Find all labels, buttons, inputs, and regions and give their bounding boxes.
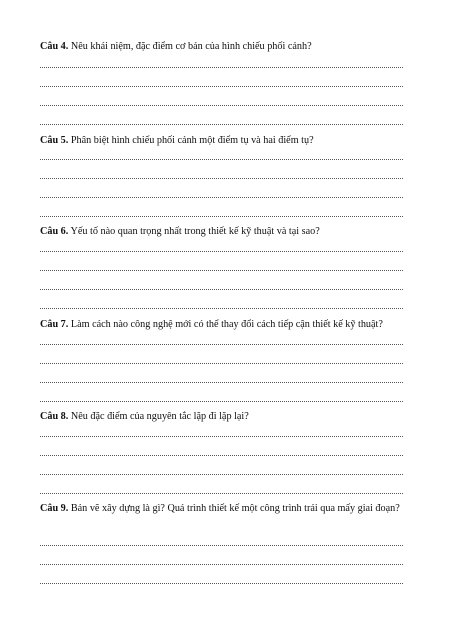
question-text: Phân biệt hình chiếu phối cảnh một điểm tụ và hai điểm tụ? [70,135,314,146]
answer-line[interactable] [40,493,403,494]
question-text: Làm cách nào công nghệ mới có thể thay đổi cách tiếp cận thiết kế kỹ thuật? [70,319,383,330]
answer-line[interactable] [40,455,403,456]
question-text: Bản vẽ xây dựng là gì? Quá trình thiết kế một công trình trải qua mấy giai đoạn? [70,503,400,514]
question-6 [40,223,405,240]
question-9 [40,500,405,518]
question-number: Câu 5. [40,135,69,146]
question-4 [40,38,405,55]
answer-line[interactable] [40,197,403,198]
answer-line[interactable] [40,105,403,106]
answer-line[interactable] [40,344,403,345]
question-7 [40,316,405,333]
answer-line[interactable] [40,270,403,271]
question-number: Câu 4. [40,41,69,52]
answer-line[interactable] [40,124,403,125]
answer-line[interactable] [40,474,403,475]
answer-line[interactable] [40,159,403,160]
answer-line[interactable] [40,363,403,364]
answer-line[interactable] [40,308,403,309]
answer-line[interactable] [40,216,403,217]
answer-line[interactable] [40,583,403,584]
answer-line[interactable] [40,86,403,87]
question-number: Câu 7. [40,319,69,330]
answer-line[interactable] [40,178,403,179]
question-number: Câu 8. [40,411,69,422]
question-number: Câu 6. [40,226,69,237]
answer-line[interactable] [40,67,403,68]
question-text: Yếu tố nào quan trọng nhất trong thiết kế kỹ thuật và tại sao? [70,226,320,237]
question-8 [40,408,405,425]
question-5 [40,132,405,149]
answer-line[interactable] [40,401,403,402]
answer-line[interactable] [40,382,403,383]
question-number: Câu 9. [40,503,69,514]
answer-line[interactable] [40,545,403,546]
answer-line[interactable] [40,289,403,290]
answer-line[interactable] [40,436,403,437]
question-text: Nêu khái niệm, đặc điểm cơ bản của hình chiếu phối cảnh? [70,41,312,52]
answer-line[interactable] [40,251,403,252]
question-text: Nêu đặc điểm của nguyên tắc lặp đi lặp lại? [70,411,249,422]
answer-line[interactable] [40,564,403,565]
